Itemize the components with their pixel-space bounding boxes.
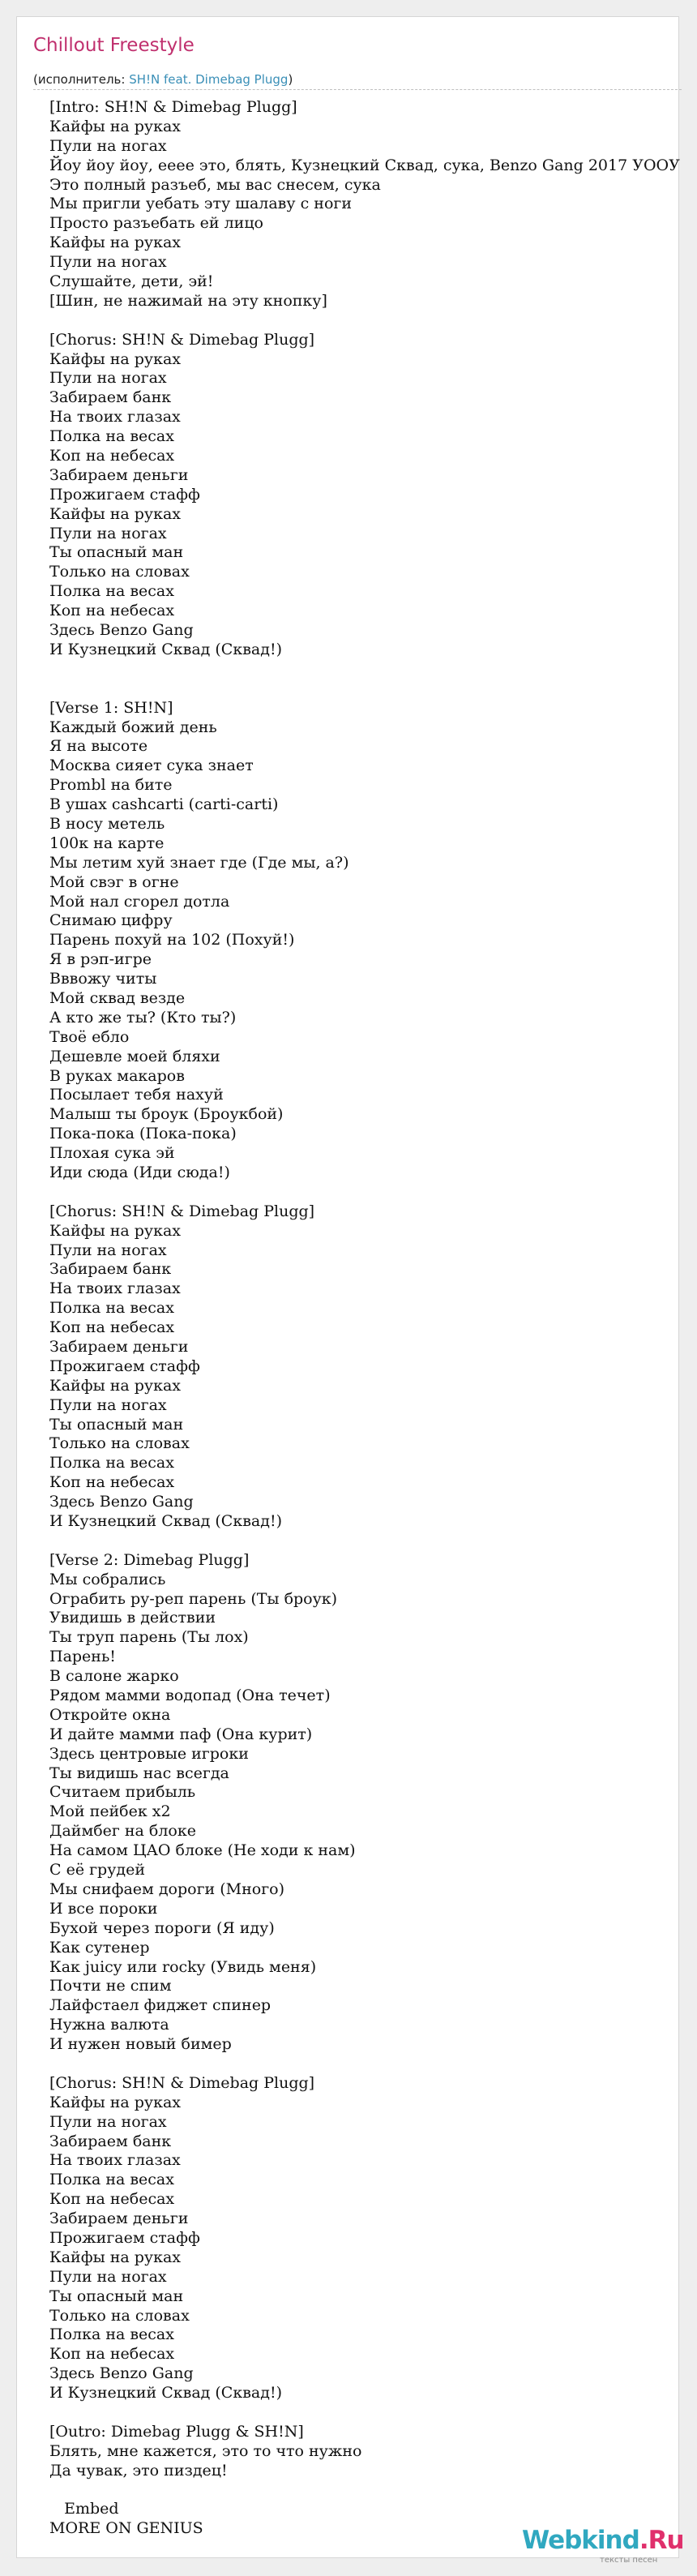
lyric-line: Мой нал сгорел дотла <box>49 892 230 911</box>
lyric-line <box>49 2481 680 2501</box>
lyric-line: Мой сквад везде <box>49 988 186 1007</box>
lyric-line: Коп на небесах <box>49 1318 175 1337</box>
lyric-line: В ушах cashcarti (carti-carti) <box>49 795 279 814</box>
lyric-line: Мой пейбек x2 <box>49 1802 171 1821</box>
lyric-line: Коп на небесах <box>49 447 175 465</box>
lyric-line: Считаем прибыль <box>49 1783 196 1802</box>
lyrics-text <box>49 98 680 2539</box>
lyric-line: Малыш ты броук (Броукбой) <box>49 1105 284 1124</box>
lyric-line: Откройте окна <box>49 1705 171 1724</box>
lyric-line: Только на словах <box>49 1434 190 1453</box>
lyric-line: На твоих глазах <box>49 2151 181 2170</box>
lyric-line: Пули на ногах <box>49 2112 167 2131</box>
lyric-line: Твоё ебло <box>49 1027 130 1046</box>
lyric-line: И Кузнецкий Сквад (Сквад!) <box>49 640 282 658</box>
lyric-line: Плохая сука эй <box>49 1144 175 1163</box>
lyric-line: Мы собрались <box>49 1570 166 1588</box>
lyric-line: Пули на ногах <box>49 1241 167 1259</box>
lyric-line: Мы летим хуй знает где (Где мы, а?) <box>49 853 349 872</box>
lyric-line: Посылает тебя нахуй <box>49 1086 224 1104</box>
lyric-line: Йоу йоу йоу, ееее это, блять, Кузнецкий Сквад, сука, Benzo Gang 2017 УООУ <box>49 156 680 174</box>
lyric-line: Здесь Benzo Gang <box>49 2364 194 2383</box>
lyrics-card <box>16 16 679 2558</box>
lyric-line: Пули на ногах <box>49 1395 167 1414</box>
lyric-line: Иди сюда (Иди сюда!) <box>49 1163 230 1181</box>
lyric-line: Слушайте, дети, эй! <box>49 272 214 291</box>
lyric-line <box>49 2055 680 2074</box>
lyric-line: Забираем банк <box>49 388 172 407</box>
lyric-line: MORE ON GENIUS <box>49 2519 203 2538</box>
logo-main-text: Webkind <box>522 2526 639 2555</box>
lyric-line: [Chorus: SH!N & Dimebag Plugg] <box>49 330 315 349</box>
lyric-line: Мы пригли уебать эту шалаву с ноги <box>49 195 352 213</box>
lyric-line: И Кузнецкий Сквад (Сквад!) <box>49 2384 282 2402</box>
lyric-line <box>49 660 680 679</box>
lyric-line <box>49 1532 680 1551</box>
lyric-line: Забираем банк <box>49 2132 172 2150</box>
lyric-line: Кайфы на руках <box>49 2248 182 2266</box>
lyric-line: Как сутенер <box>49 1938 150 1957</box>
lyric-line: Парень! <box>49 1648 116 1666</box>
lyric-line: Почти не спим <box>49 1977 172 1995</box>
lyric-line: Ты опасный ман <box>49 2287 184 2305</box>
lyric-line: Вввожу читы <box>49 970 157 988</box>
lyric-line: Коп на небесах <box>49 2345 175 2364</box>
lyric-line: Прожигаем стафф <box>49 2228 200 2247</box>
lyric-line: Забираем банк <box>49 1260 172 1279</box>
lyric-line: Каждый божий день <box>49 718 217 736</box>
artist-link[interactable]: SH!N feat. Dimebag Plugg <box>129 72 289 87</box>
lyric-line: Пули на ногах <box>49 369 167 388</box>
lyric-line: Просто разъебать ей лицо <box>49 214 263 233</box>
lyric-line: Мой свэг в огне <box>49 872 179 891</box>
lyric-line: Полка на весах <box>49 2171 174 2189</box>
lyric-line: Кайфы на руках <box>49 117 182 135</box>
lyric-line: Ты опасный ман <box>49 543 184 562</box>
lyric-line: Парень похуй на 102 (Похуй!) <box>49 931 295 949</box>
lyric-line: Снимаю цифру <box>49 911 173 930</box>
lyric-line: Полка на весах <box>49 1454 174 1472</box>
logo-wordmark <box>522 2526 684 2555</box>
lyric-line: Полка на весах <box>49 582 174 601</box>
lyric-line: Москва сияет сука знает <box>49 757 254 775</box>
lyric-line: Полка на весах <box>49 2325 174 2344</box>
lyric-line: Я на высоте <box>49 737 148 756</box>
lyric-line: Prombl на бите <box>49 776 173 795</box>
performer-prefix: (исполнитель: <box>33 72 130 87</box>
lyric-line: [Outro: Dimebag Plugg & SH!N] <box>49 2422 304 2441</box>
lyric-line: И все пороки <box>49 1899 158 1918</box>
lyric-line: Лайфстаел фиджет спинер <box>49 1996 272 2015</box>
song-title: Chillout Freestyle <box>33 35 195 56</box>
lyric-line: Забираем деньги <box>49 465 189 484</box>
lyric-line: Даймбег на блоке <box>49 1822 196 1841</box>
lyric-line: С её грудей <box>49 1861 146 1879</box>
lyric-line: Только на словах <box>49 2306 190 2325</box>
lyric-line: Кайфы на руках <box>49 2093 182 2111</box>
lyric-line: Увидишь в действии <box>49 1609 216 1627</box>
lyric-line: [Verse 1: SH!N] <box>49 698 173 717</box>
lyric-line: А кто же ты? (Кто ты?) <box>49 1008 237 1027</box>
lyric-line: Кайфы на руках <box>49 1221 182 1240</box>
lyric-line: Забираем деньги <box>49 1338 189 1356</box>
lyric-line: И Кузнецкий Сквад (Сквад!) <box>49 1512 282 1531</box>
lyric-line: Кайфы на руках <box>49 349 182 368</box>
lyric-line: В руках макаров <box>49 1066 185 1085</box>
lyric-line: [Chorus: SH!N & Dimebag Plugg] <box>49 1202 315 1220</box>
lyric-line: Коп на небесах <box>49 1473 175 1492</box>
lyric-line: Забираем деньги <box>49 2210 189 2228</box>
lyric-line: Пули на ногах <box>49 253 167 272</box>
lyric-line: Кайфы на руках <box>49 234 182 252</box>
lyric-line: Прожигаем стафф <box>49 485 200 504</box>
lyric-line: Ограбить ру-реп парень (Ты броук) <box>49 1589 338 1608</box>
lyric-line: Ты труп парень (Ты лох) <box>49 1628 249 1647</box>
lyric-line: В салоне жарко <box>49 1667 179 1686</box>
lyric-line: Только на словах <box>49 563 190 581</box>
lyric-line: Прожигаем стафф <box>49 1357 200 1375</box>
lyric-line: [Intro: SH!N & Dimebag Plugg] <box>49 98 297 116</box>
lyric-line: 100к на карте <box>49 834 165 852</box>
logo-tagline: тексты песен <box>600 2556 658 2565</box>
lyric-line: Блять, мне кажется, это то что нужно <box>49 2441 362 2460</box>
lyric-line: Здесь Benzo Gang <box>49 1493 194 1511</box>
lyric-line: [Шин, не нажимай на эту кнопку] <box>49 291 327 310</box>
lyric-line: Здесь Benzo Gang <box>49 621 194 640</box>
lyric-line: Как juicy или rocky (Увидь меня) <box>49 1957 317 1976</box>
lyric-line: Полка на весах <box>49 427 174 446</box>
lyric-line: Коп на небесах <box>49 2190 175 2209</box>
lyric-line <box>49 679 680 699</box>
lyric-line: Бухой через пороги (Я иду) <box>49 1918 275 1937</box>
lyric-line <box>49 2403 680 2423</box>
lyric-line <box>49 1183 680 1202</box>
lyric-line: Дешевле моей бляхи <box>49 1047 220 1065</box>
lyric-line: Мы снифаем дороги (Много) <box>49 1879 285 1898</box>
lyric-line: Да чувак, это пиздец! <box>49 2461 228 2480</box>
lyric-line: Здесь центровые игроки <box>49 1744 249 1763</box>
lyric-line: [Verse 2: Dimebag Plugg] <box>49 1550 250 1569</box>
lyric-line: Нужна валюта <box>49 2016 169 2034</box>
lyric-line: На твоих глазах <box>49 1279 181 1298</box>
performer-line <box>33 72 293 87</box>
lyric-line: Я в рэп-игре <box>49 950 152 969</box>
lyric-line: Это полный разъеб, мы вас снесем, сука <box>49 175 381 194</box>
dashed-divider <box>33 89 682 90</box>
lyric-line: И нужен новый бимер <box>49 2035 232 2054</box>
lyric-line: Пули на ногах <box>49 136 167 155</box>
lyric-line: И дайте мамми паф (Она курит) <box>49 1725 313 1743</box>
lyric-line: [Chorus: SH!N & Dimebag Plugg] <box>49 2073 315 2092</box>
lyric-line: Кайфы на руках <box>49 504 182 523</box>
lyric-line: Embed <box>49 2500 119 2518</box>
lyric-line: В носу метель <box>49 814 165 833</box>
lyric-line: На твоих глазах <box>49 408 181 426</box>
lyric-line: Ты опасный ман <box>49 1415 184 1434</box>
logo-suffix-text: .Ru <box>639 2526 684 2555</box>
lyric-line: Полка на весах <box>49 1299 174 1318</box>
lyric-line: Ты видишь нас всегда <box>49 1764 229 1782</box>
lyric-line: Рядом мамми водопад (Она течет) <box>49 1687 331 1705</box>
performer-suffix: ) <box>288 72 293 87</box>
lyric-line: Коп на небесах <box>49 602 175 620</box>
lyric-line: Пули на ногах <box>49 524 167 542</box>
lyric-line: Кайфы на руках <box>49 1376 182 1395</box>
lyric-line <box>49 311 680 331</box>
lyric-line: Пули на ногах <box>49 2267 167 2286</box>
lyric-line: На самом ЦАО блоке (Не ходи к нам) <box>49 1841 356 1860</box>
lyric-line: Пока-пока (Пока-пока) <box>49 1125 237 1143</box>
